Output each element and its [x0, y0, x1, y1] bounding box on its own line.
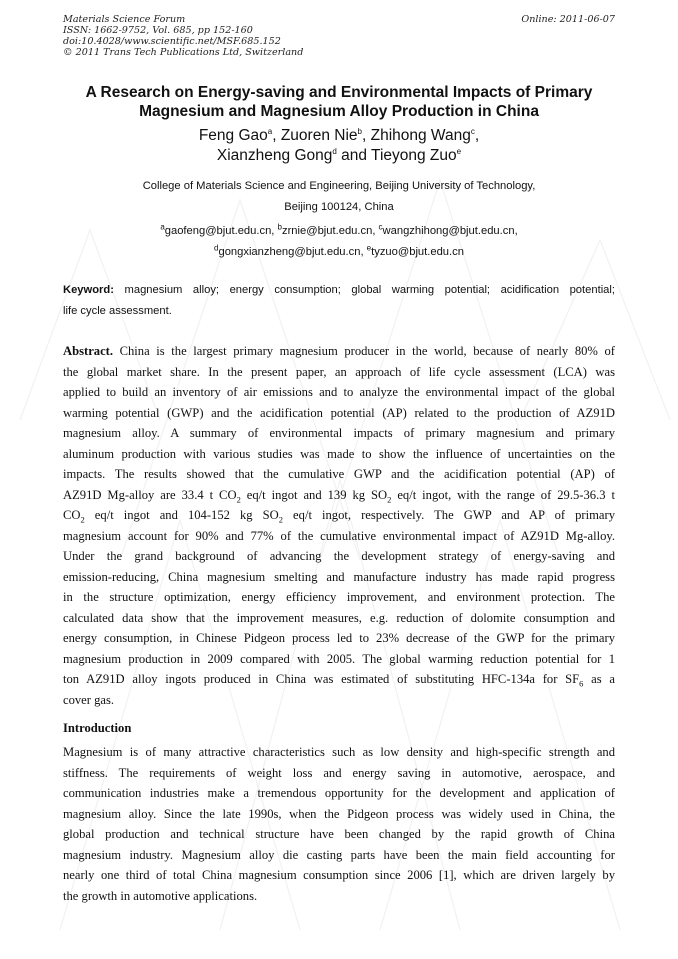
abstract-line: aluminum production with various studies was made to show the influence of uncertainties on the: [63, 446, 615, 461]
author-name: Zhihong Wang: [370, 127, 471, 144]
intro-line: stiffness. The requirements of weight loss and energy saving in automotive, aerospace, and: [63, 765, 615, 780]
abstract-line: magnesium alloy. A summary of environmental impacts of primary magnesium and primary: [63, 426, 615, 440]
author-name: Zuoren Nie: [280, 127, 358, 144]
affiliation: [40, 176, 638, 218]
affiliation-line-1: College of Materials Science and Engineering, Beijing University of Technology,: [142, 180, 536, 192]
intro-line: Magnesium is of many attractive characteristics such as low density and high-specific strength and: [63, 745, 615, 759]
author-affil-mark: d: [332, 146, 337, 156]
affiliation-line-2: Beijing 100124, China: [284, 201, 394, 213]
title-line-1: A Research on Energy-saving and Environmental Impacts of Primary: [85, 84, 593, 101]
intro-line: magnesium industry. Magnesium alloy die casting parts have been the main field accounting for: [63, 847, 615, 862]
abstract-line: [63, 341, 615, 362]
abstract-label: Abstract.: [63, 344, 114, 358]
abstract-text: China is the largest primary magnesium producer in the world, because of nearly 80% of: [113, 344, 615, 358]
emails-line-1: [40, 221, 638, 242]
email-link[interactable]: wangzhihong@bjut.edu.cn,: [382, 225, 518, 237]
intro-line: magnesium alloy. Since the late 1990s, when the Pidgeon process was widely used in China, the: [63, 806, 615, 821]
email-mark: b: [277, 222, 282, 232]
email-link[interactable]: tyzuo@bjut.edu.cn: [371, 246, 464, 258]
abstract-line: applied to build an inventory of air emissions and to analyze the environmental impact of the global: [63, 385, 615, 399]
email-mark: a: [160, 222, 165, 232]
abstract-text: ton AZ91D alloy ingots produced in China was estimated of substituting HFC-134a for SF: [63, 672, 580, 686]
abstract-line: Under the grand background of advancing the development strategy of energy-saving and: [63, 549, 615, 563]
abstract-line: calculated data show that the improvement measures, e.g. reduction of dolomite consumption and: [63, 610, 615, 625]
abstract-line: [63, 505, 615, 526]
title-line-2: Magnesium and Magnesium Alloy Production in China: [139, 103, 539, 120]
paper-title: [40, 83, 638, 121]
subscript: 2: [278, 514, 283, 525]
abstract-text: eq/t ingot and 104-152 kg SO: [84, 508, 279, 522]
abstract-line: [63, 669, 615, 690]
abstract-line: in the structure optimization, energy efficiency improvement, and environment protection. The: [63, 590, 615, 604]
abstract-text: AZ91D Mg-alloy are 33.4 t CO: [63, 487, 237, 502]
keyword-label: Keyword:: [63, 284, 114, 296]
keyword-line-2: life cycle assessment.: [63, 305, 172, 317]
introduction-section: [63, 742, 615, 906]
authors-line-1: Feng Gao$^a$, Zuoren Nie$^b$, Zhihong Wang$^c$,: [198, 126, 480, 144]
abstract-text: eq/t ingot, with the range of 29.5-36.3 t: [391, 487, 615, 502]
abstract-line: magnesium account for 90% and 77% of the cumulative environmental impact of AZ91D Mg-alloy.: [63, 528, 615, 543]
abstract-text: eq/t ingot, respectively. The GWP and AP of primary: [283, 508, 615, 522]
abstract-line: emission-reducing, China magnesium smelting and manufacture industry has made rapid progress: [63, 569, 615, 584]
author-conjunction: and: [341, 147, 368, 164]
email-link[interactable]: gaofeng@bjut.edu.cn,: [164, 225, 275, 237]
abstract-line: magnesium production in 2009 compared with 2005. The global warming reduction potential for 1: [63, 651, 615, 666]
intro-line: communication industries make a tremendous opportunity for the development and application of: [63, 786, 615, 800]
abstract-text: CO: [63, 508, 81, 522]
authors-line-2: [40, 146, 638, 166]
issn-line: ISSN: 1662-9752, Vol. 685, pp 152-160: [63, 25, 253, 36]
email-link[interactable]: gongxianzheng@bjut.edu.cn,: [218, 246, 364, 258]
abstract-line: cover gas.: [63, 692, 115, 707]
abstract-line: the global market share. In the present paper, an approach of life cycle assessment (LCA) was: [63, 364, 615, 379]
author-affil-mark: a: [267, 126, 273, 136]
abstract-line: impacts. The results showed that the cumulative GWP and the acidification potential (AP) of: [63, 467, 615, 481]
keyword-text: magnesium alloy; energy consumption; global warming potential; acidification potential;: [113, 284, 615, 296]
subscript: 6: [579, 678, 584, 689]
subscript: 2: [236, 494, 241, 505]
subscript: 2: [387, 494, 392, 505]
author-affil-mark: c: [470, 126, 475, 136]
copyright-line: © 2011 Trans Tech Publications Ltd, Switzerland: [63, 47, 304, 58]
intro-line: global production and technical structure have been changed by the rapid growth of China: [63, 827, 615, 841]
email-link[interactable]: zrnie@bjut.edu.cn,: [281, 225, 376, 237]
keyword-line-1: [63, 280, 615, 301]
author-affil-mark: b: [357, 126, 362, 136]
abstract-line: energy consumption, in Chinese Pidgeon process led to 23% decrease of the GWP for the primary: [63, 631, 615, 645]
abstract-line: warming potential (GWP) and the acidification potential (AP) related to the production of AZ91D: [63, 405, 615, 420]
intro-line: the growth in automotive applications.: [63, 888, 258, 903]
author-name: Feng Gao: [198, 127, 268, 144]
author-affil-mark: e: [456, 146, 462, 156]
email-list: [40, 221, 638, 263]
emails-line-2: [40, 242, 638, 263]
author-name: Tieyong Zuo: [371, 147, 457, 164]
online-date: Online: 2011-06-07: [521, 14, 615, 25]
journal-name: Materials Science Forum: [63, 14, 186, 25]
intro-line: nearly one third of total China magnesium consumption since 2006 [1], which are driven largely by: [63, 868, 615, 882]
author-list: [40, 126, 638, 166]
journal-header: [63, 14, 303, 58]
abstract-line: [63, 485, 615, 506]
section-heading-introduction: Introduction: [63, 721, 132, 735]
subscript: 2: [80, 514, 85, 525]
author-name: Xianzheng Gong: [216, 147, 333, 164]
email-mark: e: [366, 243, 372, 253]
doi-line: doi:10.4028/www.scientific.net/MSF.685.152: [63, 36, 281, 47]
abstract-text: as a: [583, 672, 615, 686]
abstract-text: eq/t ingot and 139 kg SO: [240, 487, 388, 502]
abstract-section: [63, 341, 615, 710]
keywords: [63, 280, 615, 322]
email-mark: d: [214, 243, 219, 253]
email-mark: c: [378, 222, 383, 232]
